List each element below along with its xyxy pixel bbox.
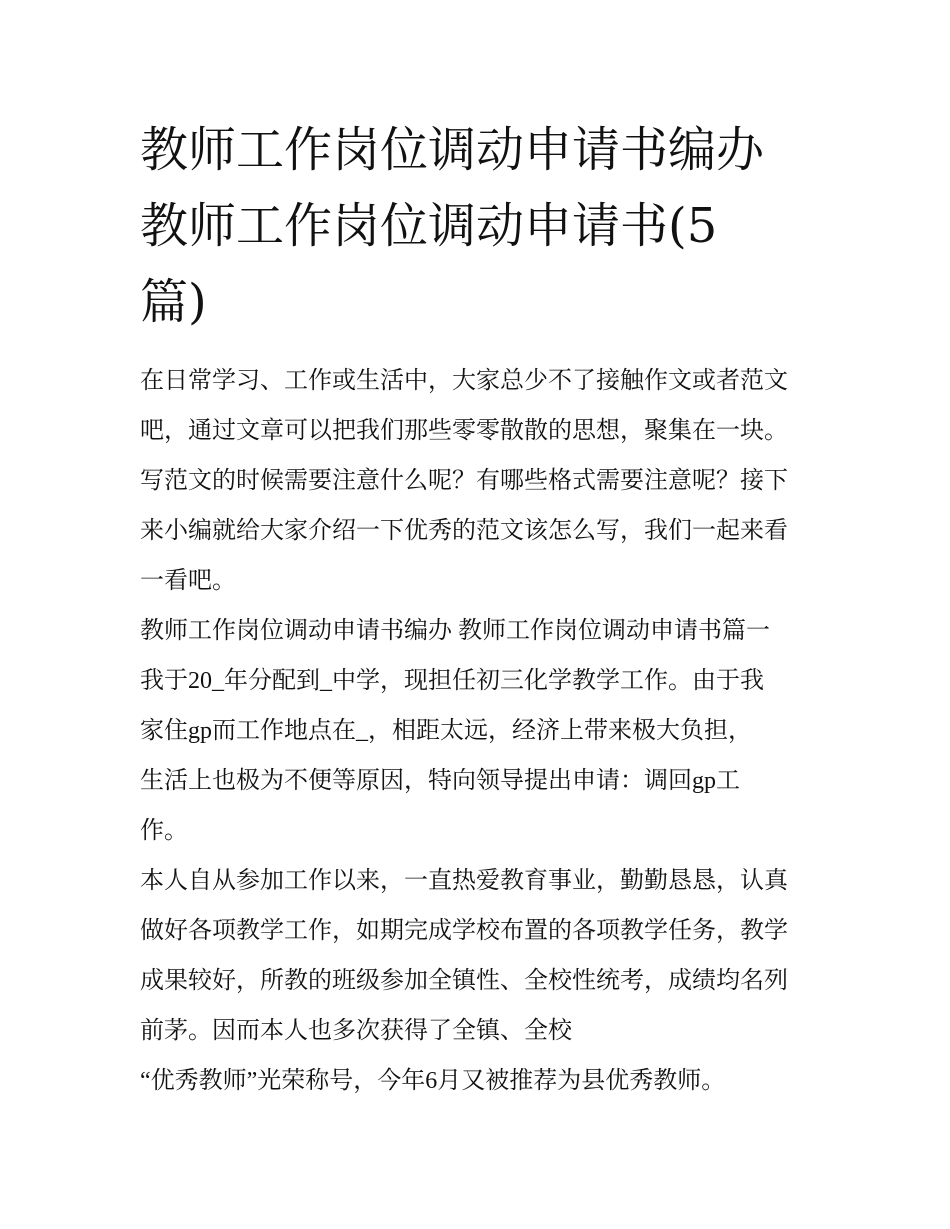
body-line-5: 一看吧。 bbox=[140, 568, 236, 594]
title-line-3: 篇) bbox=[140, 274, 207, 330]
body-line-8: 家住gp而工作地点在_，相距太远，经济上带来极大负担， bbox=[140, 718, 752, 744]
body-line-11: 本人自从参加工作以来，一直热爱教育事业，勤勤恳恳，认真 bbox=[140, 868, 788, 894]
title-line-1: 教师工作岗位调动申请书编办 bbox=[140, 122, 765, 178]
body-line-1: 在日常学习、工作或生活中，大家总少不了接触作文或者范文 bbox=[140, 368, 788, 394]
body-line-15: “优秀教师”光荣称号，今年6月又被推荐为县优秀教师。 bbox=[140, 1068, 726, 1094]
document-title bbox=[140, 112, 840, 340]
body-line-7: 我于20_年分配到_中学，现担任初三化学教学工作。由于我 bbox=[140, 668, 764, 694]
title-line-2: 教师工作岗位调动申请书(5 bbox=[140, 198, 718, 254]
body-line-12: 做好各项教学工作，如期完成学校布置的各项教学任务，教学 bbox=[140, 918, 788, 944]
body-line-6: 教师工作岗位调动申请书编办 教师工作岗位调动申请书篇一 bbox=[140, 618, 770, 644]
body-line-13: 成果较好，所教的班级参加全镇性、全校性统考，成绩均名列 bbox=[140, 968, 788, 994]
body-line-3: 写范文的时候需要注意什么呢？有哪些格式需要注意呢？接下 bbox=[140, 468, 788, 494]
document-body bbox=[140, 356, 820, 1106]
body-line-10: 作。 bbox=[140, 818, 188, 844]
body-line-2: 吧，通过文章可以把我们那些零零散散的思想，聚集在一块。 bbox=[140, 418, 788, 444]
body-line-14: 前茅。因而本人也多次获得了全镇、全校 bbox=[140, 1018, 572, 1044]
body-line-9: 生活上也极为不便等原因，特向领导提出申请：调回gp工 bbox=[140, 768, 740, 794]
body-line-4: 来小编就给大家介绍一下优秀的范文该怎么写，我们一起来看 bbox=[140, 518, 788, 544]
